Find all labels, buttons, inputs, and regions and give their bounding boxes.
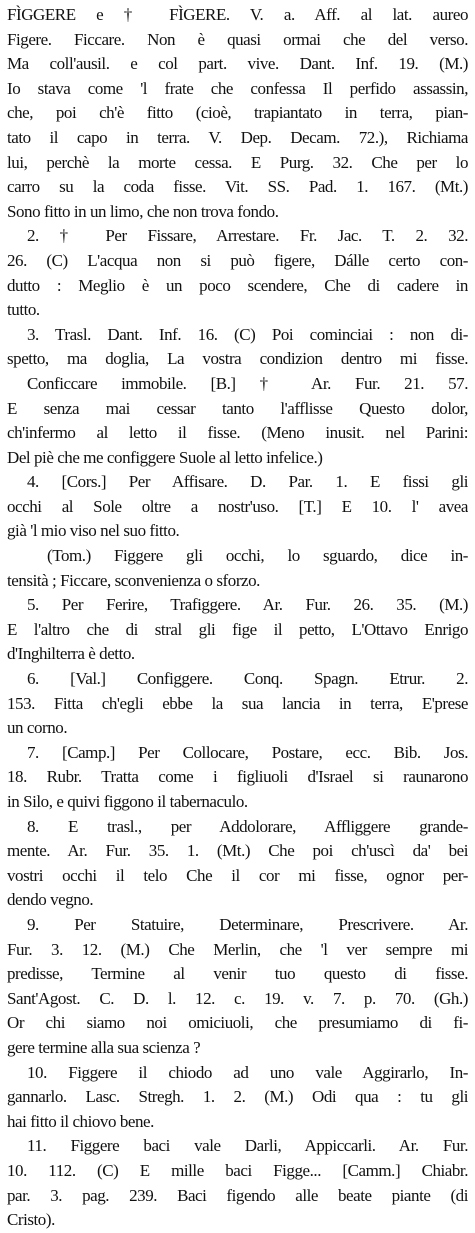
dictionary-entry [7, 3, 468, 1233]
entry-line: 153. Fitta ch'egli ebbe la sua lancia in terra, E'prese [7, 693, 468, 713]
entry-line: 9. Per Statuire, Determinare, Prescrivere. Ar. [27, 914, 468, 934]
entry-line: 4. [Cors.] Per Affisare. D. Par. 1. E fissi gli [27, 472, 468, 492]
entry-line: dutto : Meglio è un poco scendere, Che di cadere in [7, 275, 468, 295]
entry-line: 2. † Per Fissare, Arrestare. Fr. Jac. T. 2. 32. [27, 226, 468, 246]
entry-line: FÌGGERE e † FÌGERE. V. a. Aff. al lat. aureo [7, 5, 468, 24]
entry-line: carro su la coda fisse. Vit. SS. Pad. 1. 167. (Mt.) [7, 177, 468, 197]
entry-line: predisse, Termine al venir tuo questo di fisse. [7, 964, 468, 984]
entry-line: 18. Rubr. Tratta come i figliuoli d'Israel si raunarono [7, 767, 468, 787]
entry-line: gere termine alla sua scienza ? [7, 1037, 201, 1057]
entry-line: Sono fitto in un limo, che non trova fondo. [7, 201, 279, 221]
entry-line: 3. Trasl. Dant. Inf. 16. (C) Poi cominciai : non di- [27, 324, 468, 344]
entry-line: 5. Per Ferire, Trafiggere. Ar. Fur. 26. 35. (M.) [27, 595, 468, 615]
entry-line: un corno. [7, 718, 68, 738]
entry-line: 7. [Camp.] Per Collocare, Postare, ecc. Bib. Jos. [27, 742, 468, 762]
entry-line: 11. Figgere baci vale Darli, Appiccarli. Ar. Fur. [27, 1136, 468, 1156]
entry-line: Ma coll'ausil. e col part. vive. Dant. Inf. 19. (M.) [7, 54, 468, 74]
entry-line: Or chi siamo noi omiciuoli, che presumiamo di fi- [7, 1013, 468, 1033]
entry-line: E senza mai cessar tanto l'afflisse Questo dolor, [7, 398, 468, 418]
entry-line: Conficcare immobile. [B.] † Ar. Fur. 21. 57. [27, 373, 468, 393]
entry-line: 10. 112. (C) E mille baci Figge... [Camm.] Chiabr. [7, 1160, 468, 1180]
entry-line: par. 3. pag. 239. Baci figendo alle beate piante (di [7, 1185, 468, 1205]
entry-line: in Silo, e quivi figgono il tabernaculo. [7, 792, 248, 811]
entry-line: che, poi ch'è fitto (cioè, trapiantato in terra, pian- [7, 103, 468, 123]
entry-line: tensità ; Ficcare, sconvenienza o sforzo. [7, 570, 260, 590]
entry-line: Cristo). [7, 1210, 55, 1230]
entry-line: 10. Figgere il chiodo ad uno vale Aggirarlo, In- [27, 1062, 468, 1082]
entry-line: hai fitto il chiovo bene. [7, 1111, 154, 1131]
entry-line: E l'altro che di stral gli fige il petto, L'Ottavo Enrigo [7, 619, 468, 639]
entry-line: spetto, ma doglia, La vostra condizion dentro mi fisse. [7, 349, 468, 369]
entry-line: dendo vegno. [7, 890, 94, 910]
entry-line: lui, perchè la morte cessa. E Purg. 32. Che per lo [7, 152, 468, 172]
entry-line: Del piè che me configgere Suole al letto infelice.) [7, 447, 323, 467]
entry-line: d'Inghilterra è detto. [7, 644, 135, 664]
entry-line: 6. [Val.] Configgere. Conq. Spagn. Etrur. 2. [27, 669, 468, 689]
entry-line: tutto. [7, 300, 40, 320]
entry-line: vostri occhi il telo Che il cor mi fisse, ognor per- [7, 865, 468, 885]
entry-line: 8. E trasl., per Addolorare, Affliggere grande- [27, 816, 468, 836]
entry-line: Sant'Agost. C. D. l. 12. c. 19. v. 7. p. 70. (Gh.) [7, 988, 468, 1008]
entry-line: Io stava come 'l frate che confessa Il perfido assassin, [7, 78, 468, 98]
entry-line: mente. Ar. Fur. 35. 1. (Mt.) Che poi ch'uscì da' bei [7, 841, 468, 861]
entry-line: tato il capo in terra. V. Dep. Decam. 72.), Richiama [7, 127, 468, 147]
entry-line: 26. (C) L'acqua non si può figere, Dálle certo con- [7, 250, 468, 270]
entry-line: (Tom.) Figgere gli occhi, lo sguardo, dice in- [47, 546, 468, 566]
entry-line: Fur. 3. 12. (M.) Che Merlin, che 'l ver sempre mi [7, 939, 468, 959]
entry-line: già 'l mio viso nel suo fitto. [7, 521, 180, 541]
entry-line: occhi al Sole oltre a nostr'uso. [T.] E 10. l' avea [7, 496, 468, 516]
entry-line: ch'infermo al letto il fisse. (Meno inusit. nel Parini: [7, 423, 468, 443]
entry-line: Figere. Ficcare. Non è quasi ormai che del verso. [7, 29, 468, 49]
entry-line: gannarlo. Lasc. Stregh. 1. 2. (M.) Odi qua : tu gli [7, 1087, 468, 1107]
